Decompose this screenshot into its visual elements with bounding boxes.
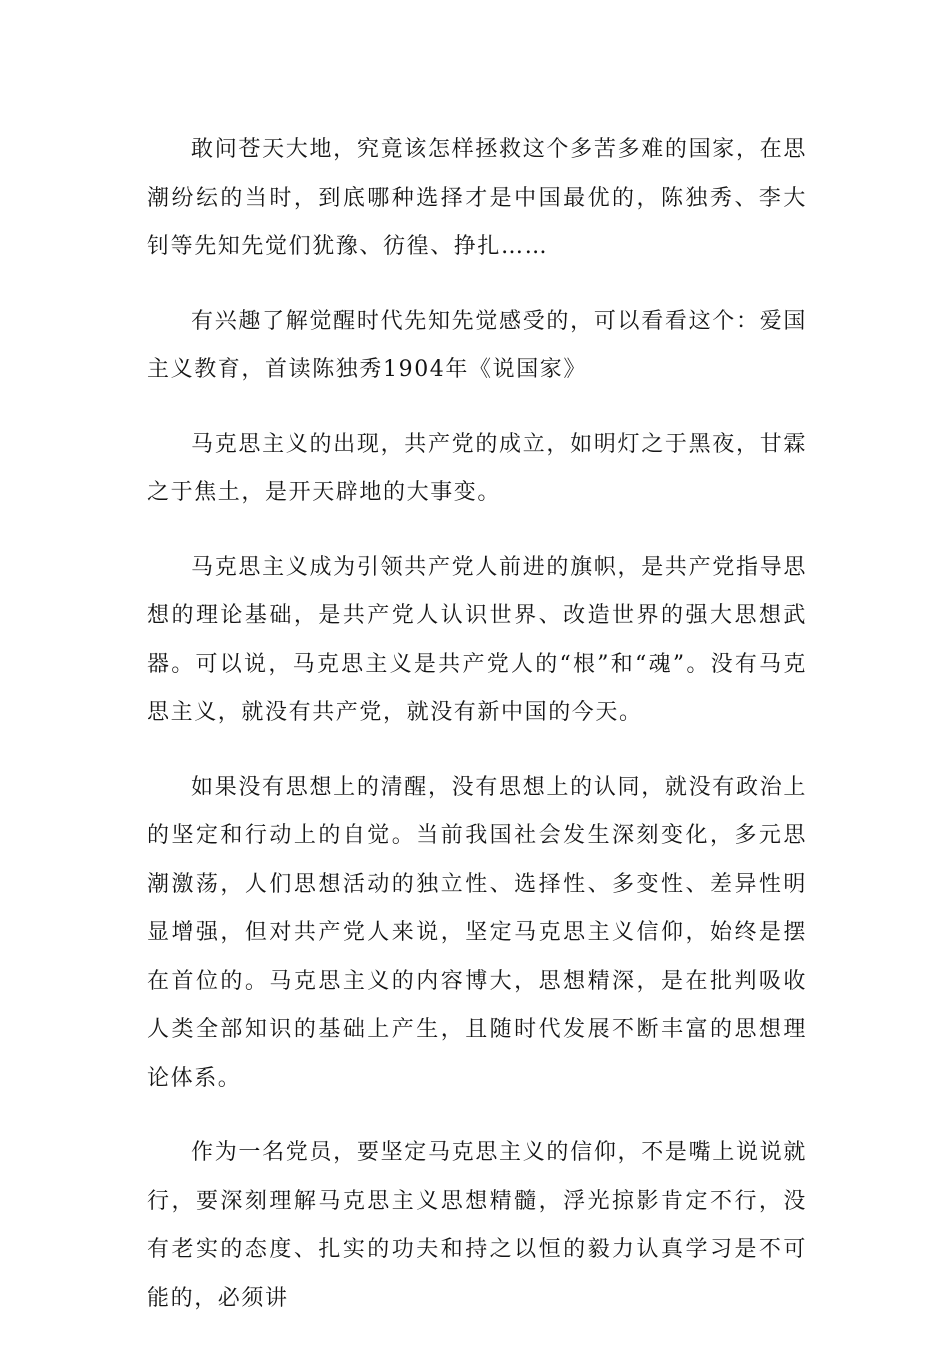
paragraph-1: 敢问苍天大地，究竟该怎样拯救这个多苦多难的国家，在思潮纷纭的当时，到底哪种选择才是中国最优的，陈独秀、李大钊等先知先觉们犹豫、彷徨、挣扎…… xyxy=(147,137,807,259)
paragraph-6: 作为一名党员，要坚定马克思主义的信仰，不是嘴上说说就行，要深刻理解马克思主义思想精髓，浮光掠影肯定不行，没有老实的态度、扎实的功夫和持之以恒的毅力认真学习是不可能的，必须讲 xyxy=(147,1140,807,1311)
paragraph-5: 如果没有思想上的清醒，没有思想上的认同，就没有政治上的坚定和行动上的自觉。当前我国社会发生深刻变化，多元思潮激荡，人们思想活动的独立性、选择性、多变性、差异性明显增强，但对共产党人来说，坚定马克思主义信仰，始终是摆在首位的。马克思主义的内容博大，思想精深，是在批判吸收人类全部知识的基础上产生，且随时代发展不断丰富的思想理论体系。 xyxy=(147,774,807,1091)
paragraph-4: 马克思主义成为引领共产党人前进的旗帜，是共产党指导思想的理论基础，是共产党人认识世界、改造世界的强大思想武器。可以说，马克思主义是共产党人的“根”和“魂”。没有马克思主义，就没有共产党，就没有新中国的今天。 xyxy=(147,554,807,725)
document-body xyxy=(147,126,807,1349)
paragraph-2: 有兴趣了解觉醒时代先知先觉感受的，可以看看这个：爱国主义教育，首读陈独秀1904年《说国家》 xyxy=(147,308,807,382)
paragraph-3: 马克思主义的出现，共产党的成立，如明灯之于黑夜，甘霖之于焦土，是开天辟地的大事变。 xyxy=(147,431,807,505)
